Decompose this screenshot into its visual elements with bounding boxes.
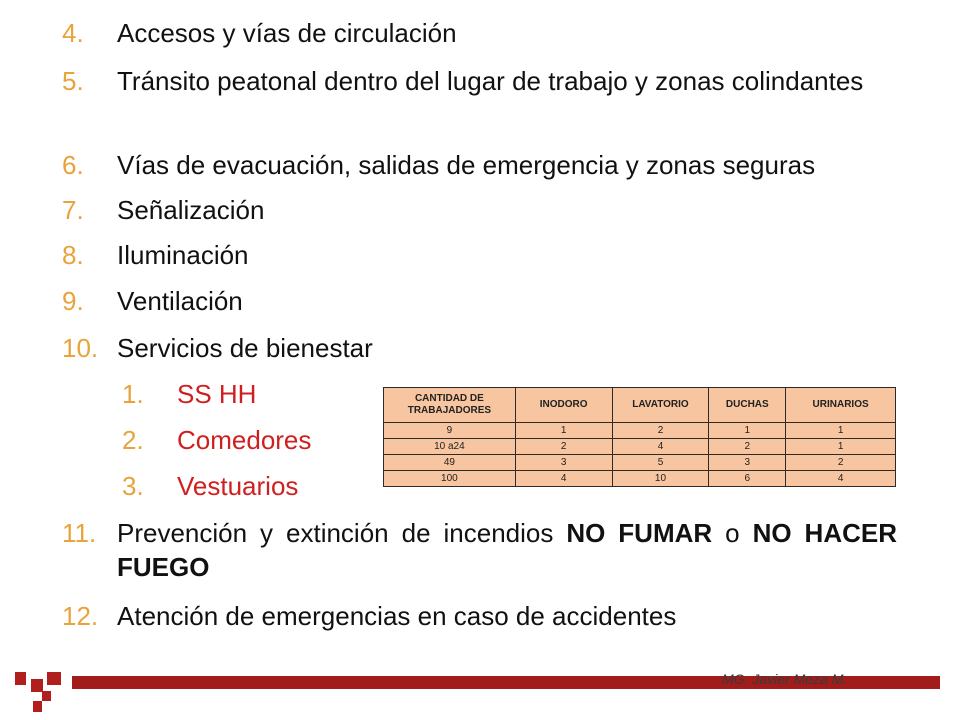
table-cell: 49: [384, 455, 516, 471]
list-text-part: Prevención y extinción de incendios: [117, 518, 567, 548]
table-cell: 6: [709, 471, 786, 487]
list-item: [62, 331, 897, 365]
table-cell: 2: [786, 455, 896, 471]
table-cell: 2: [709, 439, 786, 455]
list-item: [62, 64, 897, 132]
table-cell: 10 a24: [384, 439, 516, 455]
list-item: [62, 599, 897, 633]
table-cell: 4: [786, 471, 896, 487]
list-item: [62, 516, 897, 584]
table-row: [384, 455, 896, 471]
table-cell: 5: [612, 455, 709, 471]
table-cell: 4: [612, 439, 709, 455]
table-cell: 2: [515, 439, 612, 455]
sublist-item: [122, 377, 362, 411]
sublist-item: [122, 423, 362, 457]
sublist-text: SS HH: [177, 379, 257, 409]
table-row: [384, 423, 896, 439]
table-header: URINARIOS: [786, 388, 896, 423]
list-text: Atención de emergencias en caso de accidentes: [117, 601, 677, 631]
list-number: 5.: [62, 66, 84, 96]
table-header: INODORO: [515, 388, 612, 423]
table-cell: 1: [786, 423, 896, 439]
list-text: Servicios de bienestar: [117, 333, 373, 363]
list-number: 12.: [62, 601, 99, 631]
table-header: CANTIDAD DE TRABAJADORES: [384, 388, 516, 423]
list-number: 8.: [62, 240, 84, 270]
table-row: [384, 439, 896, 455]
table-cell: 3: [709, 455, 786, 471]
sublist-number: 3.: [122, 471, 144, 501]
list-text: Accesos y vías de circulación: [117, 18, 457, 48]
sublist-text: Vestuarios: [177, 471, 299, 501]
sublist-text: Comedores: [177, 425, 312, 455]
table-cell: 2: [612, 423, 709, 439]
table-row: [384, 471, 896, 487]
list-number: 11.: [62, 518, 97, 548]
sublist-number: 2.: [122, 425, 144, 455]
list-number: 7.: [62, 195, 84, 225]
list-text-part: o: [712, 518, 753, 548]
list-number: 4.: [62, 18, 84, 48]
list-text-emphasis: NO HACER FUEGO: [117, 518, 897, 582]
sublist-number: 1.: [122, 379, 144, 409]
list-item: [62, 284, 897, 318]
table-cell: 1: [515, 423, 612, 439]
list-text: Vías de evacuación, salidas de emergencia y zonas seguras: [117, 150, 816, 180]
table-cell: 9: [384, 423, 516, 439]
list-item: [62, 148, 897, 182]
list-item: [62, 238, 897, 272]
list-text: Tránsito peatonal dentro del lugar de trabajo y zonas colindantes: [117, 66, 864, 96]
table-cell: 10: [612, 471, 709, 487]
table-cell: 3: [515, 455, 612, 471]
list-item: [62, 193, 897, 227]
list-number: 10.: [62, 333, 99, 363]
table-header-row: [384, 388, 896, 423]
list-text: [117, 516, 897, 584]
table-header: DUCHAS: [709, 388, 786, 423]
list-text-emphasis: NO FUMAR: [566, 518, 713, 548]
list-text: Iluminación: [117, 240, 249, 270]
footer-author: MG. Javier Meza M.: [722, 671, 848, 687]
list-text: Ventilación: [117, 286, 243, 316]
logo-icon: [15, 672, 65, 712]
table-cell: 1: [709, 423, 786, 439]
list-number: 6.: [62, 150, 84, 180]
table-cell: 100: [384, 471, 516, 487]
list-item: [62, 16, 897, 50]
list-text: Señalización: [117, 195, 265, 225]
sublist-item: [122, 469, 362, 503]
sanitary-requirements-table: [383, 387, 896, 487]
table-cell: 1: [786, 439, 896, 455]
table-cell: 4: [515, 471, 612, 487]
list-number: 9.: [62, 286, 84, 316]
table-header: LAVATORIO: [612, 388, 709, 423]
